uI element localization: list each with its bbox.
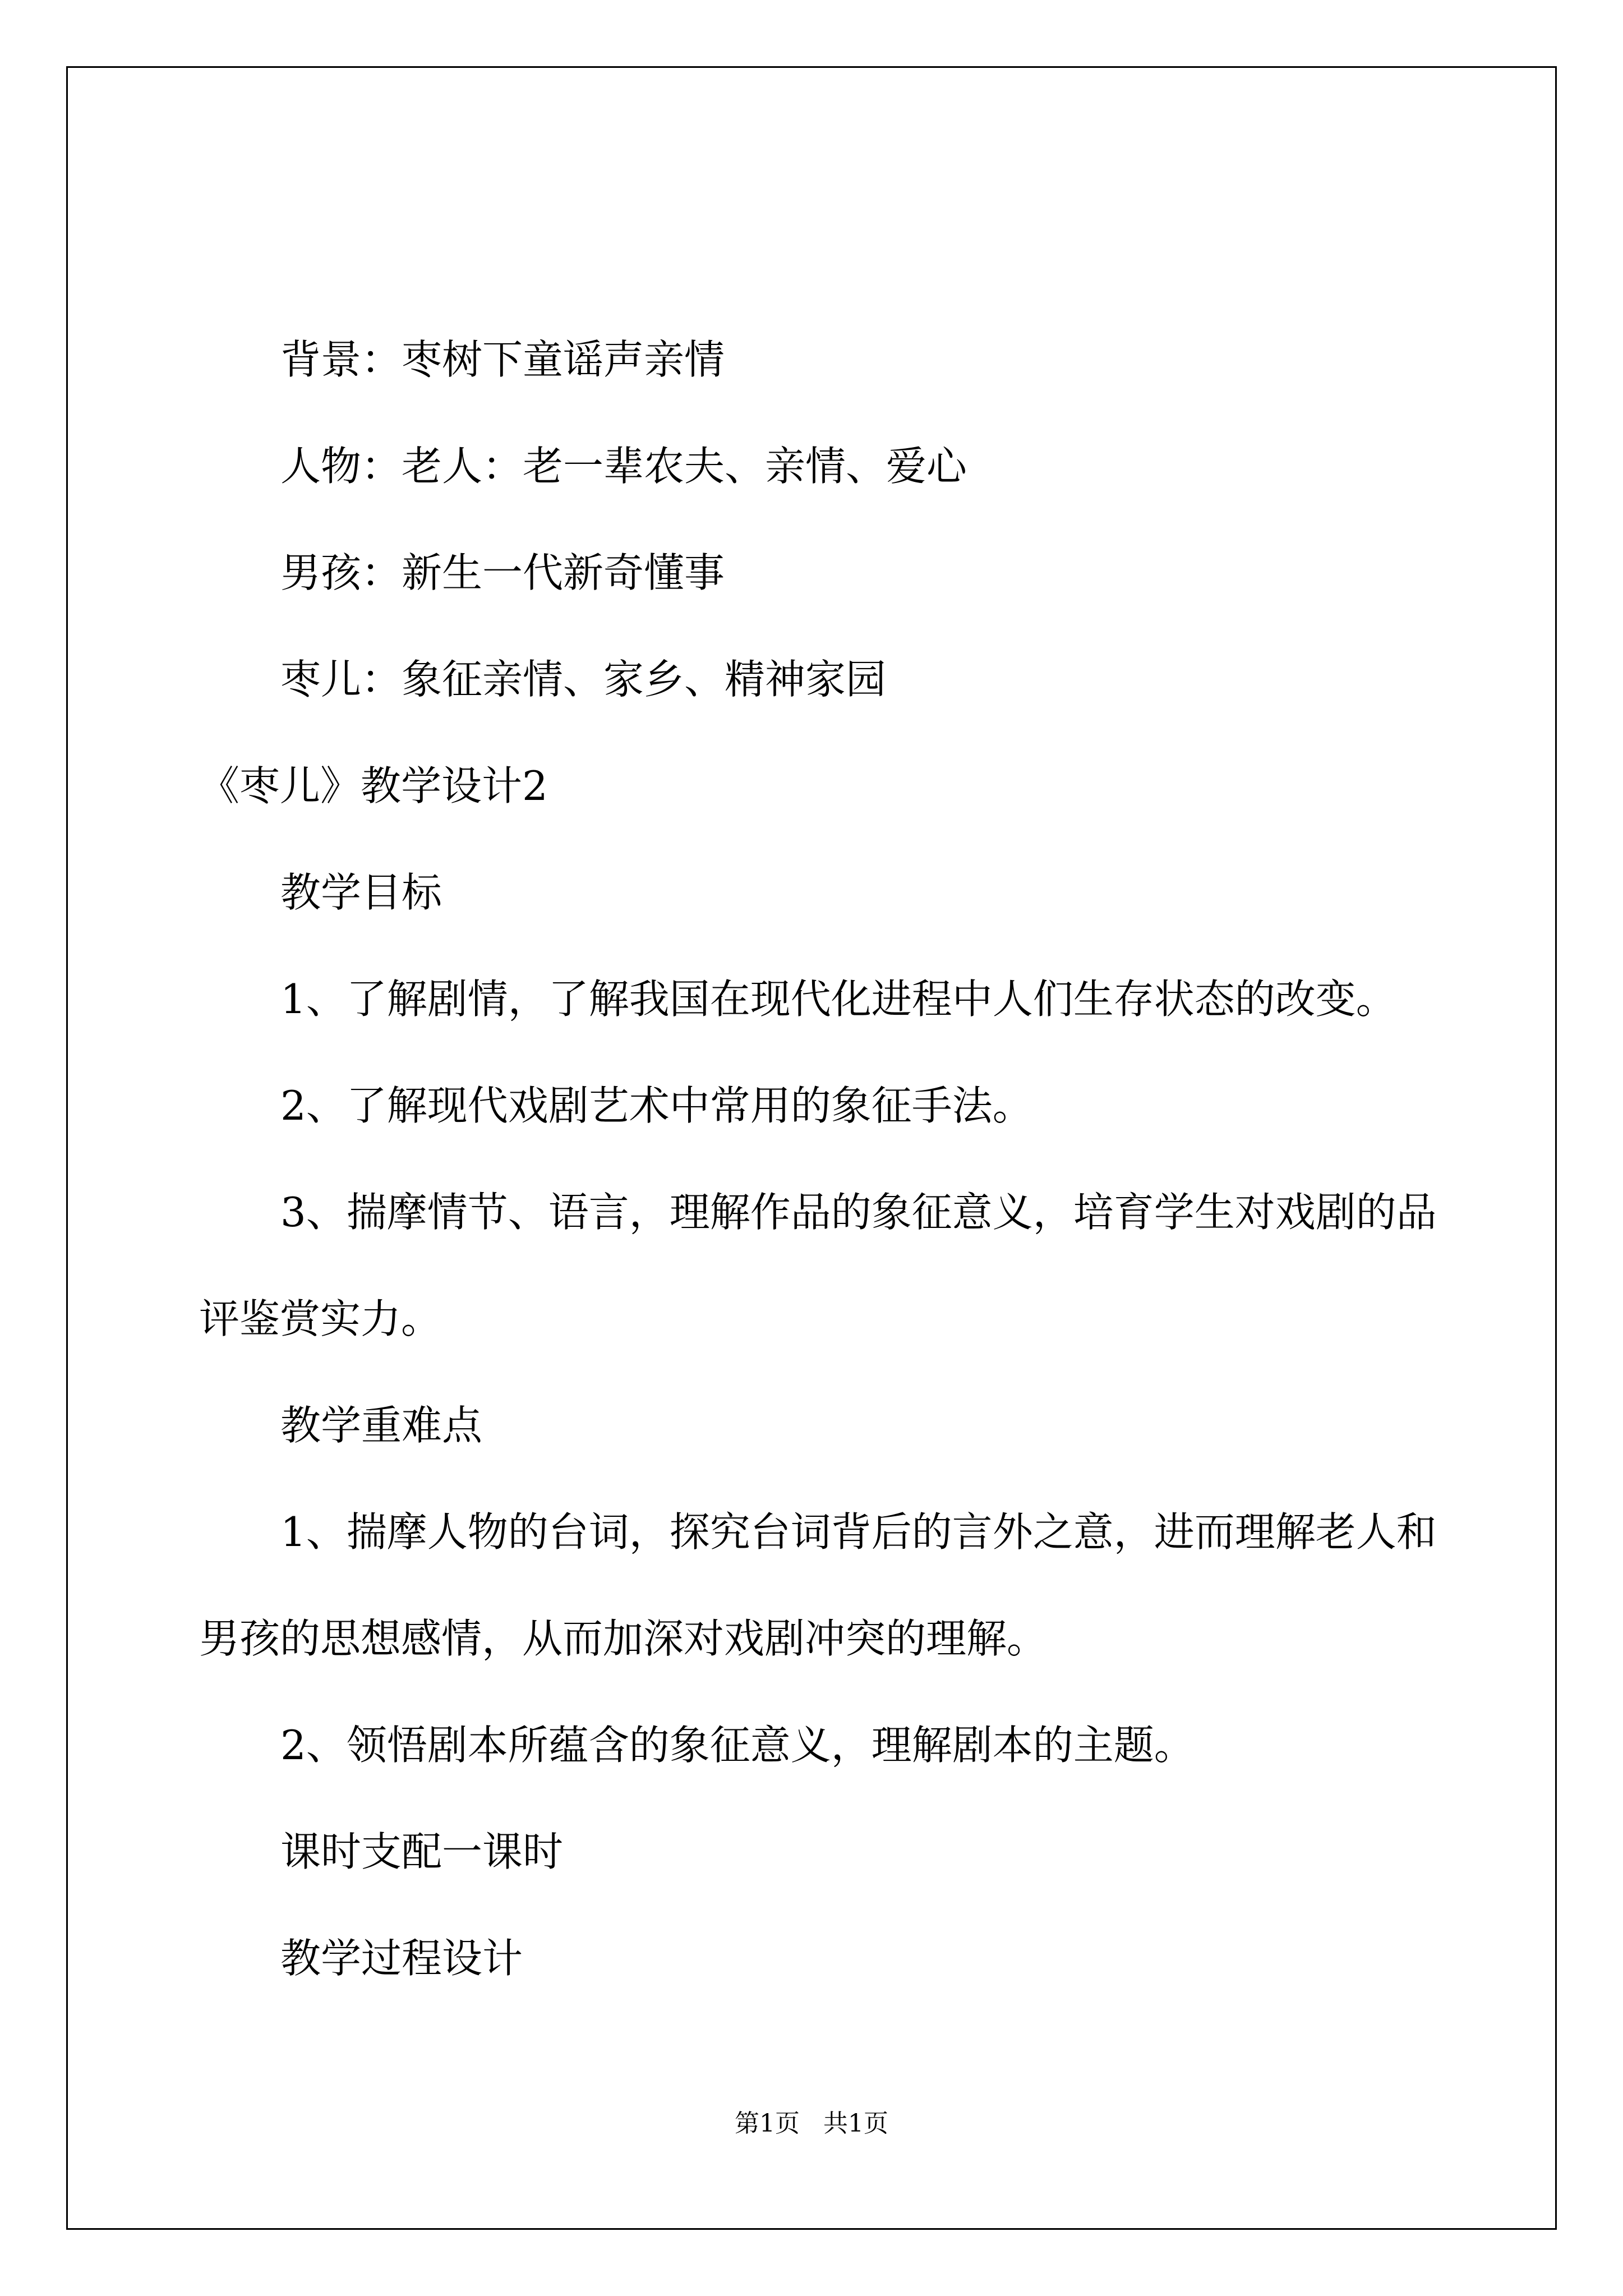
page-number-footer: 第1页 共1页 [735,2109,888,2138]
goal-item-2: 2、了解现代戏剧艺术中常用的象征手法。 [280,1082,1033,1129]
heading-teaching-process: 教学过程设计 [280,1935,523,1982]
paragraph-background: 背景：枣树下童谣声亲情 [280,336,725,383]
difficulty-item-2: 2、领悟剧本所蕴含的象征意义，理解剧本的主题。 [280,1722,1195,1769]
paragraph-jujube: 枣儿：象征亲情、家乡、精神家园 [280,656,887,703]
difficulty-item-1-continued: 男孩的思想感情，从而加深对戏剧冲突的理解。 [199,1615,1048,1662]
goal-item-3-continued: 评鉴赏实力。 [199,1295,442,1342]
class-hours: 课时支配一课时 [280,1828,564,1875]
goal-item-1: 1、了解剧情，了解我国在现代化进程中人们生存状态的改变。 [280,976,1396,1023]
paragraph-boy: 男孩：新生一代新奇懂事 [280,549,725,596]
goal-item-3: 3、揣摩情节、语言，理解作品的象征意义，培育学生对戏剧的品 [280,1189,1437,1236]
difficulty-item-1: 1、揣摩人物的台词，探究台词背后的言外之意，进而理解老人和 [280,1508,1437,1556]
paragraph-characters: 人物：老人：老一辈农夫、亲情、爱心 [280,443,967,490]
heading-teaching-goals: 教学目标 [280,869,442,916]
heading-key-difficulties: 教学重难点 [280,1402,483,1449]
section-heading: 《枣儿》教学设计2 [199,762,548,809]
page-border [66,66,1557,2230]
